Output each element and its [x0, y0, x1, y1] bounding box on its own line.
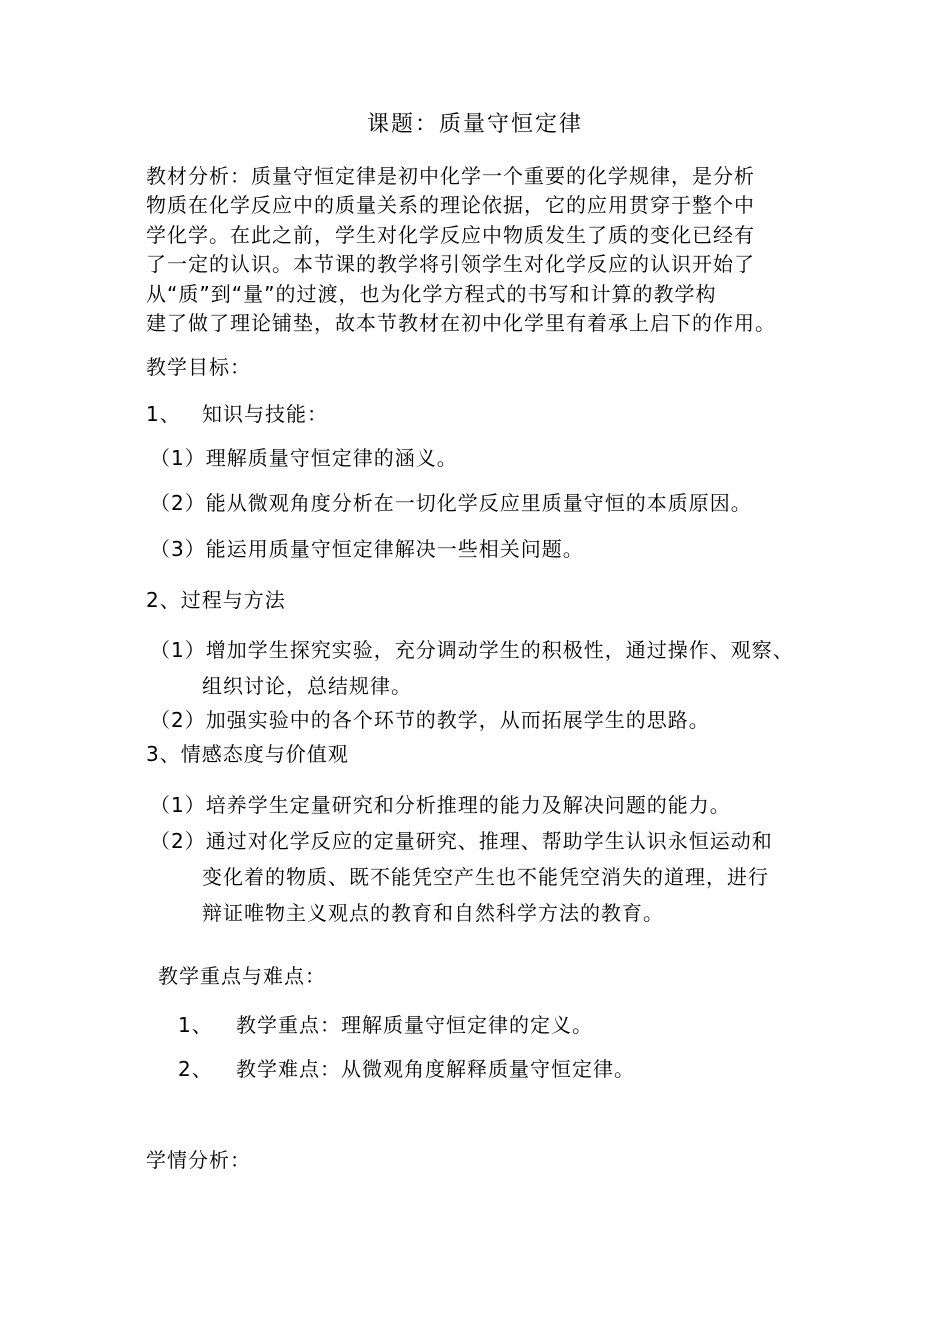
key-point-2: 教学难点：从微观角度解释质量守恒定律。 — [236, 1057, 635, 1081]
analysis-line-2: 物质在化学反应中的质量关系的理论依据，它的应用贯穿于整个中 — [146, 193, 755, 217]
key-points-heading: 教学重点与难点： — [158, 964, 326, 988]
section-3-label: 3、情感态度与价值观 — [146, 742, 349, 766]
key-point-2-number: 2、 — [178, 1057, 213, 1081]
analysis-line-1: 教材分析：质量守恒定律是初中化学一个重要的化学规律，是分析 — [146, 164, 755, 188]
section-3-item-2-continued-1: 变化着的物质、既不能凭空产生也不能凭空消失的道理，进行 — [202, 865, 769, 889]
section-3-item-1: （1）培养学生定量研究和分析推理的能力及解决问题的能力。 — [150, 793, 731, 817]
section-2-item-2: （2）加强实验中的各个环节的教学，从而拓展学生的思路。 — [150, 708, 710, 732]
document-title: 课题：质量守恒定律 — [366, 112, 583, 137]
analysis-line-3: 学化学。在此之前，学生对化学反应中物质发生了质的变化已经有 — [146, 223, 755, 247]
analysis-line-4: 了一定的认识。本节课的教学将引领学生对化学反应的认识开始了 — [146, 252, 755, 276]
section-1-item-1: （1）理解质量守恒定律的涵义。 — [150, 446, 458, 470]
learner-analysis-heading: 学情分析： — [146, 1148, 251, 1172]
analysis-line-6: 建了做了理论铺垫，故本节教材在初中化学里有着承上启下的作用。 — [146, 311, 776, 335]
analysis-line-5: 从“质”到“量”的过渡，也为化学方程式的书写和计算的教学构 — [146, 282, 717, 306]
section-3-item-2-continued-2: 辩证唯物主义观点的教育和自然科学方法的教育。 — [202, 901, 664, 925]
section-2-label: 2、过程与方法 — [146, 588, 286, 612]
section-2-item-1: （1）增加学生探究实验，充分调动学生的积极性，通过操作、观察、 — [150, 638, 794, 662]
section-3-item-2: （2）通过对化学反应的定量研究、推理、帮助学生认识永恒运动和 — [150, 829, 773, 853]
section-1-item-3: （3）能运用质量守恒定律解决一些相关问题。 — [150, 537, 584, 561]
section-1-number: 1、 — [146, 402, 181, 426]
key-point-1-number: 1、 — [178, 1013, 213, 1037]
section-2-item-1-continued: 组织讨论，总结规律。 — [202, 674, 412, 698]
section-1-item-2: （2）能从微观角度分析在一切化学反应里质量守恒的本质原因。 — [150, 491, 752, 515]
section-1-label: 知识与技能： — [202, 402, 328, 426]
key-point-1: 教学重点：理解质量守恒定律的定义。 — [236, 1013, 593, 1037]
goals-heading: 教学目标： — [146, 355, 251, 379]
